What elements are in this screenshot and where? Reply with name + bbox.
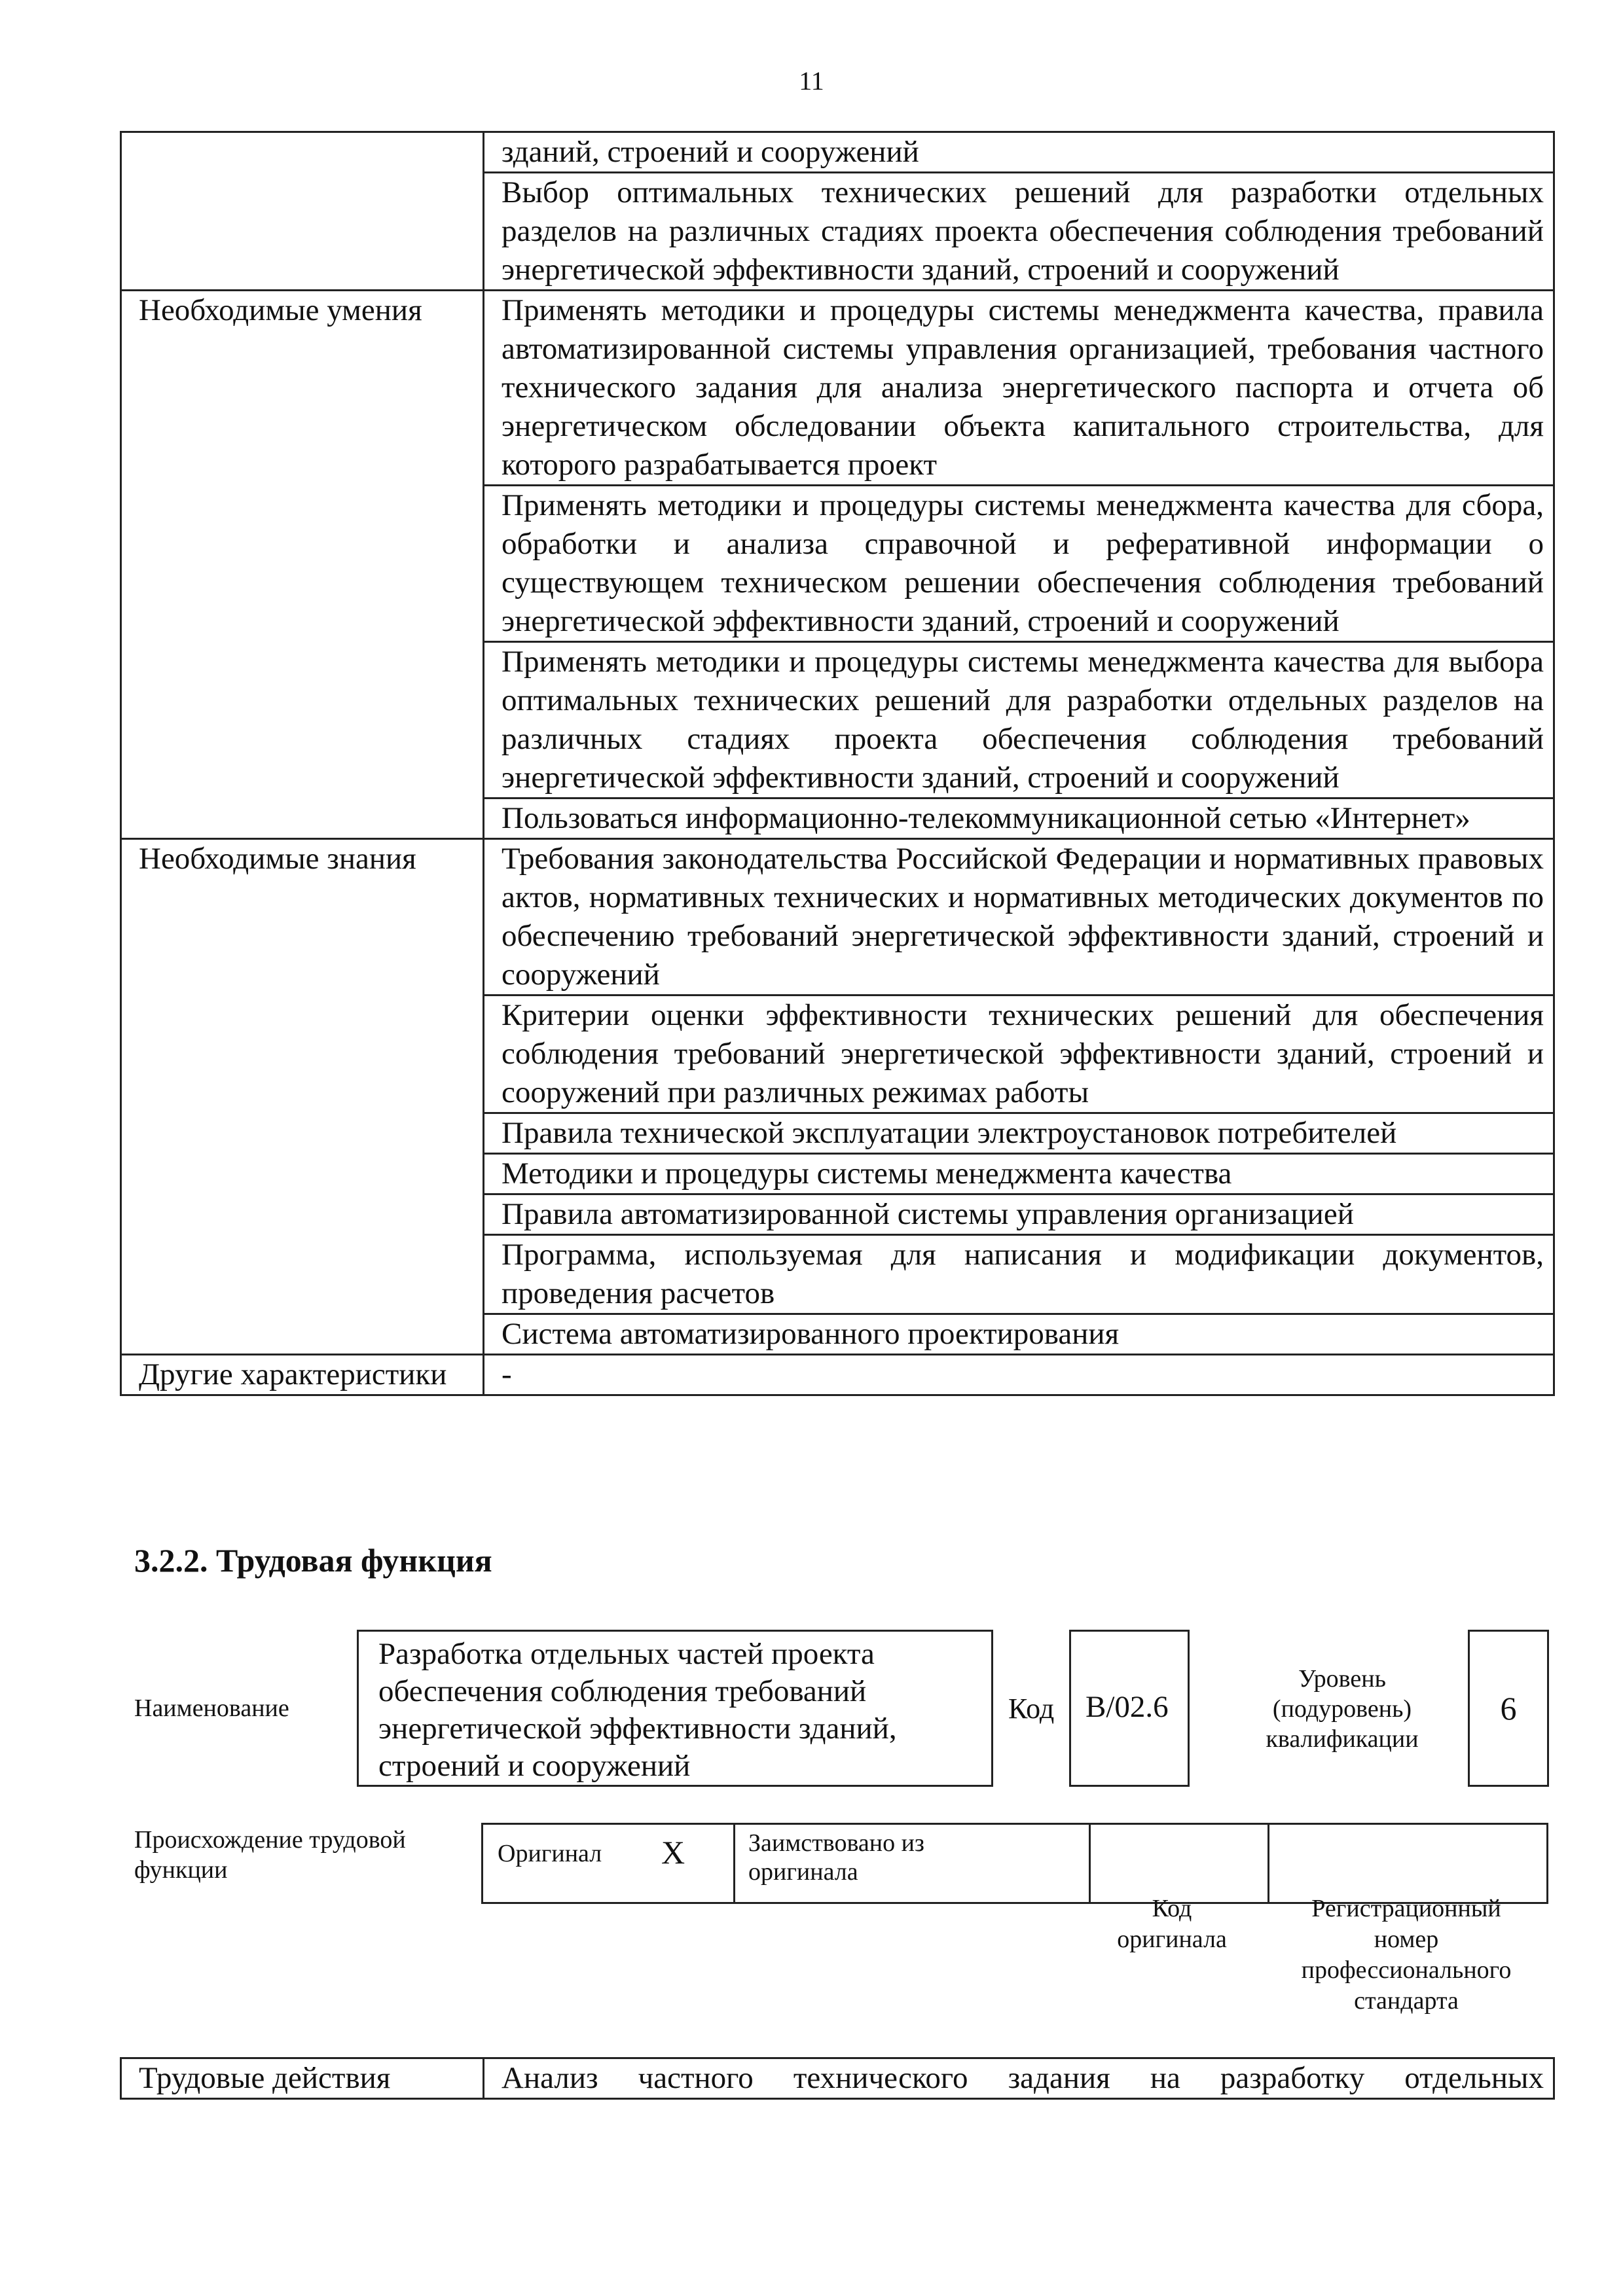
reg-number-label-line: номер <box>1374 1926 1439 1953</box>
row-label <box>121 132 484 291</box>
original-cell: Оригинал <box>483 1824 655 1903</box>
section-title: 3.2.2. Трудовая функция <box>134 1542 492 1579</box>
function-name-box: Разработка отдельных частей проекта обеспечения соблюдения требований энергетической эффективности зданий, строений и сооружений <box>357 1630 993 1787</box>
actions-label: Трудовые действия <box>121 2058 484 2099</box>
row-text: зданий, строений и сооружений <box>484 132 1554 173</box>
reg-number-label-line: профессионального <box>1301 1956 1512 1984</box>
row-text: Пользоваться информационно-телекоммуникационной сетью «Интернет» <box>484 798 1554 839</box>
row-text: Система автоматизированного проектирования <box>484 1314 1554 1355</box>
code-label: Код <box>1008 1693 1055 1725</box>
borrowed-cell <box>735 1824 1090 1903</box>
row-text: Применять методики и процедуры системы менеджмента качества для выбора оптимальных технических решений для разработки отдельных разделов на различных стадиях проекта обеспечения соблюдения требований энергетической эффективности зданий, строений и сооружений <box>484 642 1554 798</box>
row-text: Правила автоматизированной системы управления организацией <box>484 1194 1554 1235</box>
name-label: Наименование <box>134 1695 289 1722</box>
requirements-table <box>120 131 1555 1396</box>
reg-number-label-line: Регистрационный <box>1311 1895 1501 1922</box>
row-label-knowledge: Необходимые знания <box>121 839 484 1355</box>
page-number: 11 <box>799 66 824 96</box>
borrowed-label-line: Заимствовано из <box>748 1829 924 1857</box>
row-label-skills: Необходимые умения <box>121 291 484 839</box>
table-row <box>121 2058 1554 2099</box>
original-mark: X <box>655 1824 735 1903</box>
row-text: Программа, используемая для написания и модификации документов, проведения расчетов <box>484 1235 1554 1314</box>
table-row <box>483 1824 1548 1903</box>
table-row <box>121 839 1554 996</box>
row-text: Методики и процедуры системы менеджмента качества <box>484 1154 1554 1194</box>
level-label-line: квалификации <box>1266 1725 1419 1753</box>
reg-number-cell <box>1269 1824 1548 1903</box>
row-text: Требования законодательства Российской Федерации и нормативных правовых актов, нормативных технических и нормативных методических документов по обеспечению требований энергетической эффективности зданий, строений и сооружений <box>484 839 1554 996</box>
qualification-level-label <box>1244 1664 1440 1754</box>
row-text: - <box>484 1355 1554 1395</box>
origin-table <box>481 1823 1548 1904</box>
row-text: Правила технической эксплуатации электроустановок потребителей <box>484 1113 1554 1154</box>
table-row <box>121 132 1554 173</box>
origin-label <box>134 1825 462 1885</box>
row-text: Критерии оценки эффективности технических решений для обеспечения соблюдения требований энергетической эффективности зданий, строений и сооружений при различных режимах работы <box>484 996 1554 1113</box>
function-code-box: B/02.6 <box>1069 1630 1190 1787</box>
origin-label-line: Происхождение трудовой <box>134 1826 406 1854</box>
row-label-other: Другие характеристики <box>121 1355 484 1395</box>
row-text: Применять методики и процедуры системы менеджмента качества, правила автоматизированной системы управления организацией, требования частного технического задания для анализа энергетического паспорта и отчета об энергетическом обследовании объекта капитального строительства, для которого разрабатывается проект <box>484 291 1554 486</box>
level-label-line: (подуровень) <box>1272 1695 1412 1723</box>
actions-table <box>120 2057 1555 2100</box>
actions-text: Анализ частного технического задания на разработку отдельных <box>484 2058 1554 2099</box>
qualification-level-box: 6 <box>1468 1630 1549 1787</box>
row-text: Выбор оптимальных технических решений для разработки отдельных разделов на различных стадиях проекта обеспечения соблюдения требований энергетической эффективности зданий, строений и сооружений <box>484 173 1554 291</box>
table-row <box>121 291 1554 486</box>
reg-number-label <box>1256 1893 1557 2017</box>
origin-code-cell <box>1090 1824 1269 1903</box>
borrowed-label-line: оригинала <box>748 1858 858 1886</box>
table-row <box>121 1355 1554 1395</box>
reg-number-label-line: стандарта <box>1354 1987 1459 2015</box>
origin-code-label-line: оригинала <box>1117 1926 1227 1953</box>
row-text: Применять методики и процедуры системы менеджмента качества для сбора, обработки и анализа справочной и реферативной информации о существующем техническом решении обеспечения соблюдения требований энергетической эффективности зданий, строений и сооружений <box>484 486 1554 642</box>
origin-code-label-line: Код <box>1152 1895 1192 1922</box>
origin-label-line: функции <box>134 1856 228 1884</box>
level-label-line: Уровень <box>1298 1665 1386 1693</box>
origin-code-label <box>1106 1893 1237 1955</box>
